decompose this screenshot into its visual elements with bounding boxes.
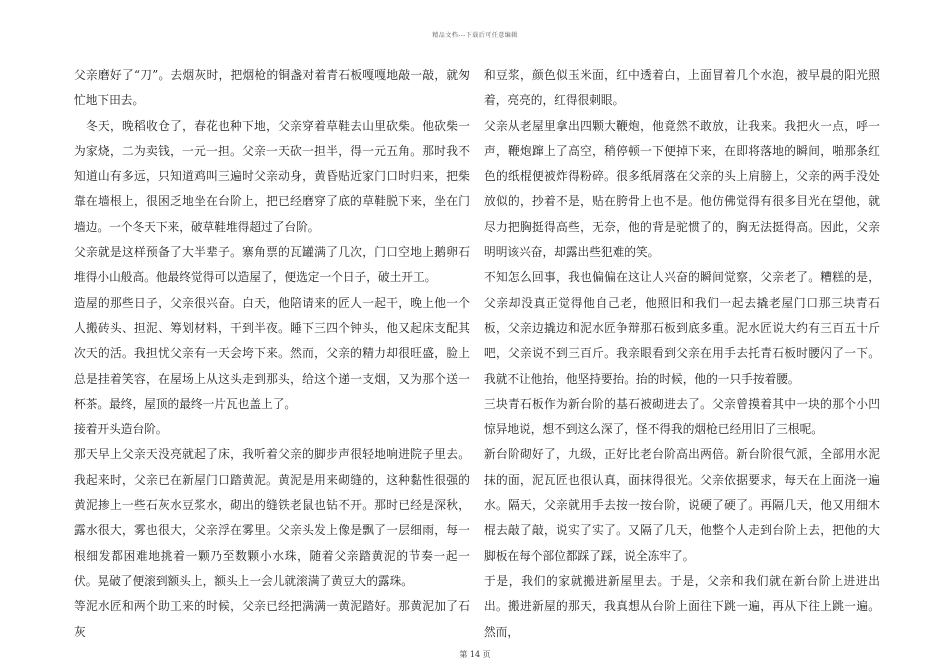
paragraph: 于是，我们的家就搬进新屋里去。于是，父亲和我们就在新台阶上进进出出。搬进新屋的那天，我真想从台阶上面往下跳一遍，再从下往上跳一遍。然而， (484, 573, 880, 639)
paragraph: 父亲就是这样预备了大半辈子。寨角票的瓦罐满了几次，门口空地上鹅卵石堆得小山般高。他最终觉得可以造屋了，便选定一个日子，破土开工。 (74, 245, 470, 285)
paragraph: 父亲从老屋里拿出四颗大鞭炮，他竟然不敢放，让我来。我把火一点，呼一声，鞭炮蹿上了高空，稍停顿一下便掉下来，在即将落地的瞬间，啪那条红色的纸棍便被炸得粉碎。很多纸屑落在父亲的头上肩膀上，父亲的两手没处放似的，抄着不是，贴在胯骨上也不是。他仿佛觉得有很多目光在望他，就尽力把胸挺得高些，无奈，他的背是驼惯了的，胸无法挺得高。因此，父亲明明该兴奋，却露出些犯难的笑。 (484, 118, 880, 260)
paragraph: 冬天，晚稻收仓了，春花也种下地，父亲穿着草鞋去山里砍柴。他砍柴一为家烧，二为卖钱，一元一担。父亲一天砍一担半，得一元五角。那时我不知道山有多远，只知道鸡叫三遍时父亲动身，黄昏贴近家门口时归来，把柴靠在墙根上，很困乏地坐在台阶上，把已经磨穿了底的草鞋脱下来，坐在门墙边。一个冬天下来，破草鞋堆得超过了台阶。 (74, 118, 470, 234)
paragraph: 造屋的那些日子，父亲很兴奋。白天，他陪请来的匠人一起干，晚上他一个人搬砖头、担泥、筹划材料，干到半夜。睡下三四个钟头，他又起床支配其次天的活。我担忧父亲有一天会垮下来。然而，父亲的精力却很旺盛，脸上总是挂着笑容，在屋场上从这头走到那头，给这个递一支烟，又为那个送一杯茶。最终，屋顶的最终一片瓦也盖上了。 (74, 295, 470, 411)
paragraph: 新台阶砌好了，九级，正好比老台阶高出两倍。新台阶很气派，全部用水泥抹的面，泥瓦匠也很认真，面抹得很光。父亲依据要求，每天在上面浇一遍水。隔天，父亲就用手去按一按台阶，说硬了硬了。再隔几天，他又用细木棍去敲了敲，说实了实了。又隔了几天，他整个人走到台阶上去，把他的大脚板在每个部位都踩了踩，说全冻牢了。 (484, 447, 880, 563)
paragraph: 不知怎么回事，我也偏偏在这让人兴奋的瞬间觉察，父亲老了。糟糕的是，父亲却没真正觉得他自己老，他照旧和我们一起去撬老屋门口那三块青石板，父亲边撬边和泥水匠争辩那石板到底多重。泥水匠说大约有三百五十斤吧，父亲说不到三百斤。我亲眼看到父亲在用手去托青石板时腰闪了一下。我就不让他抬，他坚持要抬。抬的时候，他的一只手按着腰。 (484, 270, 880, 386)
paragraph: 父亲磨好了“刀”。去烟灰时，把烟枪的铜盏对着青石板嘎嘎地敲一敲，就匆忙地下田去。 (74, 68, 470, 108)
left-column (74, 63, 470, 645)
page-header: 精品文档---下载后可任意编辑 (432, 32, 518, 39)
paragraph: 和豆浆，颜色似玉米面，红中透着白，上面冒着几个水泡，被早晨的阳光照着，亮亮的，红得很刺眼。 (484, 68, 880, 108)
right-column (484, 63, 880, 645)
paragraph: 接着开头造台阶。 (74, 422, 168, 437)
paragraph: 那天早上父亲天没亮就起了床，我听着父亲的脚步声很轻地响进院子里去。我起来时，父亲已在新屋门口踏黄泥。黄泥是用来砌缝的，这种黏性很强的黄泥掺上一些石灰水豆浆水，砌出的缝铁老鼠也钻不开。那时已经是深秋，露水很大，雾也很大，父亲浮在雾里。父亲头发上像是飘了一层细雨，每一根细发都困难地挑着一颗乃至数颗小水珠，随着父亲踏黄泥的节奏一起一伏。晃破了便滚到额头上，额头上一会儿就滚满了黄豆大的露珠。 (74, 447, 470, 588)
paragraph: 等泥水匠和两个助工来的时候，父亲已经把满满一黄泥踏好。那黄泥加了石灰 (74, 599, 470, 639)
paragraph: 三块青石板作为新台阶的基石被砌进去了。父亲曾摸着其中一块的那个小凹惊异地说，想不到这么深了，怪不得我的烟枪已经用旧了三根呢。 (484, 396, 880, 437)
page-number: 第 14 页 (459, 650, 491, 659)
